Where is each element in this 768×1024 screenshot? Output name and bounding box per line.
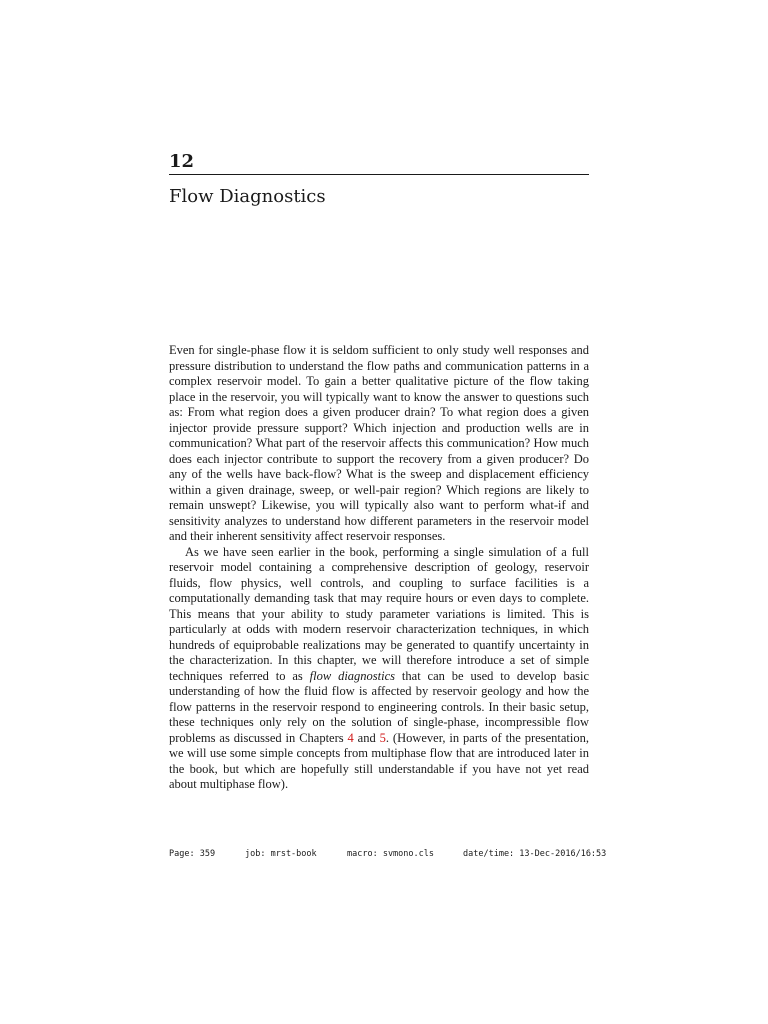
paragraph-2-part-a: As we have seen earlier in the book, performing a single simulation of a full reservoir model containing a comprehensive description of geology, reservoir fluids, flow physics, well controls, and coupling to surface facilities is a computationally demanding task that may require hours or even days to complete. This means that your ability to study parameter variations is limited. This is particularly at odds with modern reservoir characterization techniques, in which hundreds of equiprobable realizations may be generated to quantify uncertainty in the characterization. In this chapter, we will therefore introduce a set of simple techniques referred to as bbox=[169, 544, 589, 683]
chapter-4-link[interactable]: 4 bbox=[347, 730, 354, 745]
footer-job: job: mrst-book bbox=[245, 849, 317, 859]
term-flow-diagnostics: flow diagnostics bbox=[309, 668, 396, 683]
footer-datetime: date/time: 13-Dec-2016/16:53 bbox=[463, 849, 607, 859]
paragraph-2-part-b: that can be used to develop basic understanding of how the fluid flow is affected by reservoir geology and how the flow patterns in the reservoir respond to engineering controls. In their basic setup, these techniques only rely on the solution of single-phase, incompressible flow problems as discussed in Chapters bbox=[169, 668, 590, 745]
chapter-5-link[interactable]: 5 bbox=[379, 730, 386, 745]
chapter-rule bbox=[169, 174, 589, 175]
footer-macro: macro: svmono.cls bbox=[347, 849, 434, 859]
paragraph-2-part-c: . (However, in parts of the presentation, we will use some simple concepts from multiphase flow that are introduced later in the book, but which are hopefully still understandable if you have not yet read about multiphase flow). bbox=[169, 730, 589, 791]
footer-page: Page: 359 bbox=[169, 849, 216, 859]
paragraph-1: Even for single-phase flow it is seldom sufficient to only study well responses and pressure distribution to understand the flow paths and communication patterns in a complex reservoir model. To gain a better qualitative picture of the flow taking place in the reservoir, you will typically want to know the answer to questions such as: From what region does a given producer drain? To what region does a given injector provide pressure support? Which injection and production wells are in communication? What part of the reservoir affects this communication? How much does each injector contribute to support the recovery from a given producer? Do any of the wells have back-flow? What is the sweep and displacement efficiency within a given drainage, sweep, or well-pair region? Which regions are likely to remain unswept? Likewise, you will typically also want to perform what-if and sensitivity analyzes to understand how different parameters in the reservoir model and their inherent sensitivity affect reservoir responses. bbox=[169, 343, 589, 543]
body-text bbox=[169, 343, 589, 793]
paragraph-2-and: and bbox=[353, 730, 380, 745]
chapter-number: 12 bbox=[169, 151, 195, 172]
chapter-title: Flow Diagnostics bbox=[169, 186, 326, 207]
paragraph-2 bbox=[169, 545, 589, 793]
